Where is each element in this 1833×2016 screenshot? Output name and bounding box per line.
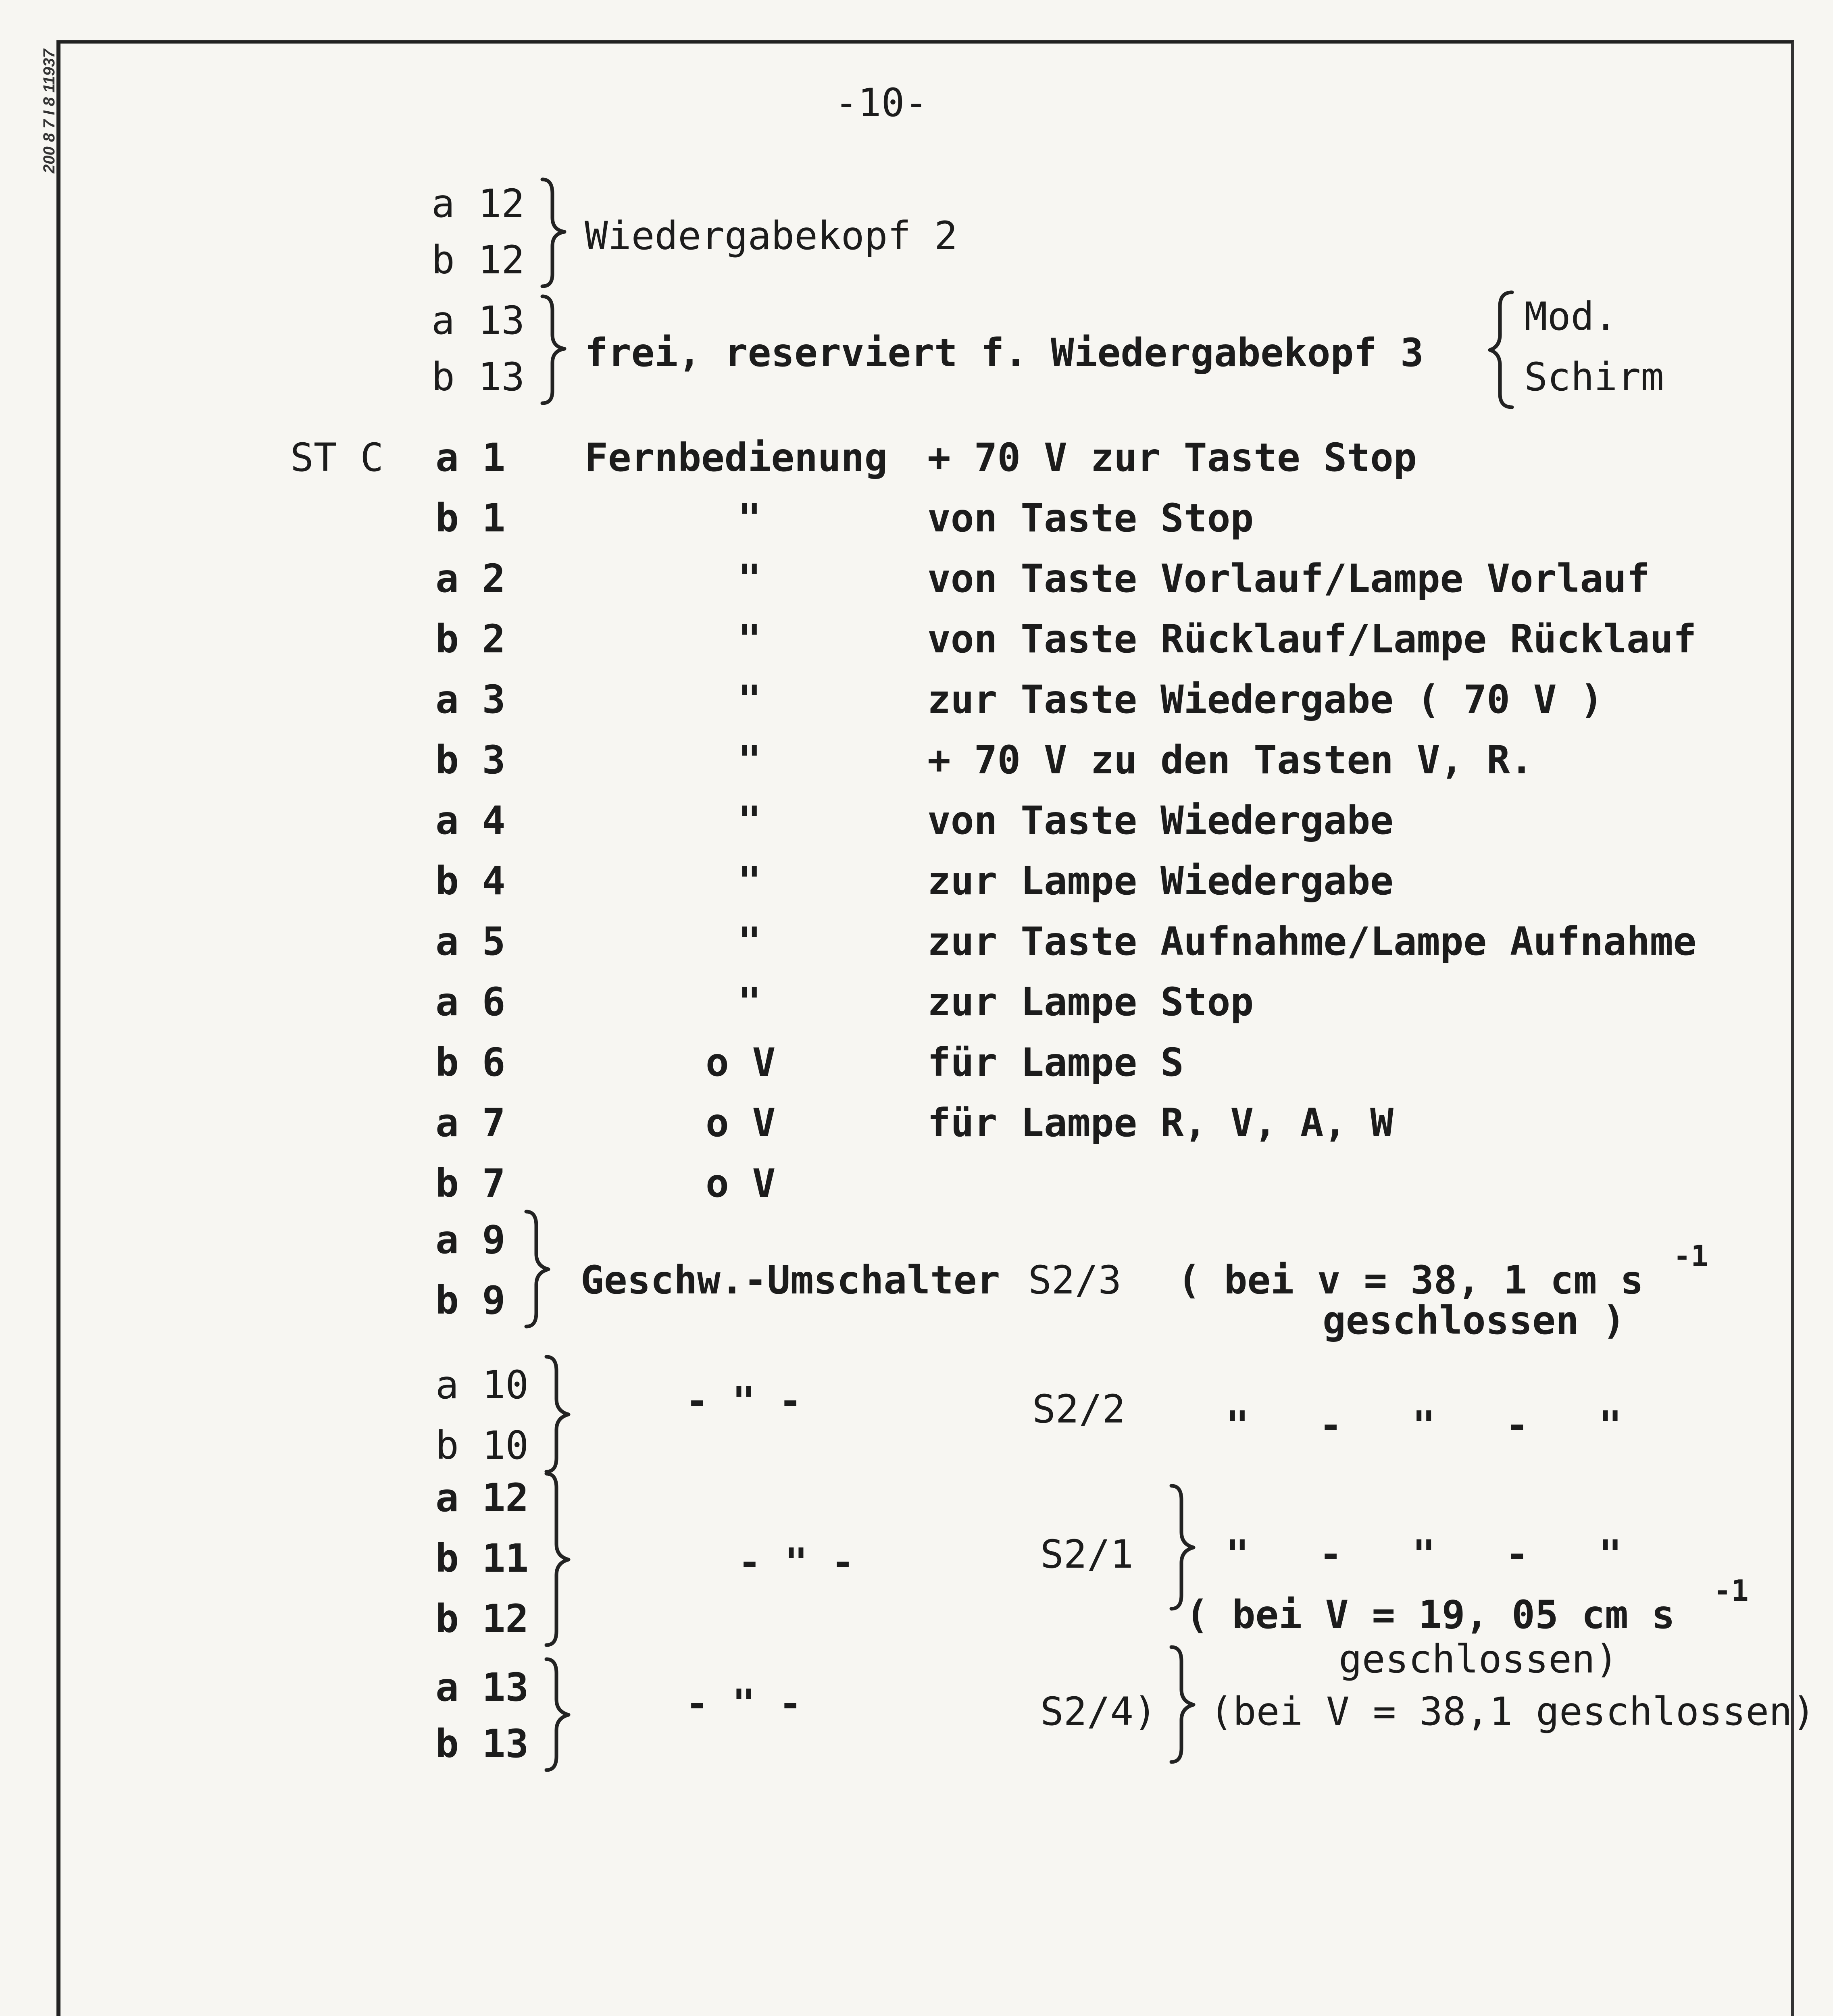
pin-label: a 7 [435, 1100, 506, 1145]
pin-label: b 13 [431, 354, 525, 400]
brace [1488, 290, 1520, 411]
row-text: zur Taste Aufnahme/Lampe Aufnahme [927, 919, 1697, 964]
pin-label: a 1 [435, 435, 506, 480]
switch-label: S2/4) [1040, 1689, 1157, 1734]
pin-label: b 10 [435, 1423, 529, 1468]
row-function: " [738, 556, 761, 601]
pin-label: a 13 [431, 298, 525, 343]
condition-text: ( bei v = 38, 1 cm s [1177, 1258, 1643, 1303]
row-text: von Taste Stop [927, 496, 1254, 541]
section-label: ST C [290, 435, 384, 480]
brace [544, 1657, 577, 1774]
pin-label: b 2 [435, 616, 506, 662]
pin-label: b 4 [435, 858, 506, 904]
pin-label: b 11 [435, 1536, 529, 1581]
condition-text: geschlossen ) [1323, 1298, 1626, 1343]
row-text: für Lampe S [927, 1040, 1184, 1085]
pin-label: b 12 [431, 237, 525, 283]
pin-label: a 2 [435, 556, 506, 601]
switch-label: S2/1 [1040, 1532, 1134, 1577]
condition-text: geschlossen) [1339, 1637, 1618, 1682]
margin-print-top: 200 8 7 I 8 11937 [40, 49, 58, 173]
group-text: Wiedergabekopf 2 [585, 213, 958, 258]
group-label: Geschw.-Umschalter [581, 1258, 1000, 1303]
row-text: von Taste Wiedergabe [927, 798, 1393, 843]
pin-label: a 12 [435, 1475, 529, 1520]
row-function: Fernbedienung [585, 435, 888, 480]
row-function: " [738, 737, 761, 783]
brace [544, 1472, 577, 1649]
row-function: o V [706, 1161, 776, 1206]
brace [524, 1210, 556, 1331]
pin-label: a 9 [435, 1217, 506, 1262]
row-function: " [738, 496, 761, 541]
row-text: von Taste Vorlauf/Lampe Vorlauf [927, 556, 1650, 601]
ditto-mark: - " - [685, 1681, 802, 1726]
condition-text: ( bei V = 19, 05 cm s [1185, 1592, 1675, 1637]
brace [540, 294, 573, 407]
ditto-row: " - " - " [1226, 1532, 1622, 1577]
pin-label: a 13 [435, 1665, 529, 1710]
side-note: Mod. [1524, 294, 1618, 339]
row-text: + 70 V zu den Tasten V, R. [927, 737, 1533, 783]
row-text: zur Taste Wiedergabe ( 70 V ) [927, 677, 1604, 722]
pin-label: a 6 [435, 979, 506, 1025]
pin-label: b 13 [435, 1721, 529, 1766]
superscript: -1 [1673, 1239, 1708, 1273]
pin-label: b 6 [435, 1040, 506, 1085]
row-function: o V [706, 1040, 776, 1085]
superscript: -1 [1714, 1574, 1749, 1608]
switch-label: S2/2 [1032, 1387, 1126, 1432]
ditto-row: " - " - " [1226, 1403, 1622, 1448]
row-function: o V [706, 1100, 776, 1145]
pin-label: b 9 [435, 1278, 506, 1323]
brace [544, 1355, 577, 1476]
pin-label: a 5 [435, 919, 506, 964]
row-text: von Taste Rücklauf/Lampe Rücklauf [927, 616, 1697, 662]
pin-label: a 4 [435, 798, 506, 843]
row-text: für Lampe R, V, A, W [927, 1100, 1393, 1145]
side-note: Schirm [1524, 354, 1664, 400]
ditto-mark: - " - [685, 1379, 802, 1424]
row-function: " [738, 979, 761, 1025]
switch-label: S2/3 [1028, 1258, 1122, 1303]
row-function: " [738, 677, 761, 722]
row-function: " [738, 858, 761, 904]
condition-text: (bei V = 38,1 geschlossen) [1210, 1689, 1816, 1734]
row-function: " [738, 919, 761, 964]
row-function: " [738, 798, 761, 843]
ditto-mark: - " - [738, 1540, 854, 1585]
row-text: zur Lampe Wiedergabe [927, 858, 1393, 904]
pin-label: a 12 [431, 181, 525, 226]
row-text: zur Lampe Stop [927, 979, 1254, 1025]
pin-label: a 10 [435, 1362, 529, 1408]
pin-label: b 12 [435, 1596, 529, 1641]
brace [540, 177, 573, 290]
pin-label: a 3 [435, 677, 506, 722]
pin-label: b 1 [435, 496, 506, 541]
page-number-top: -10- [835, 80, 928, 125]
group-text: frei, reserviert f. Wiedergabekopf 3 [585, 330, 1424, 375]
brace [1169, 1645, 1202, 1766]
pin-label: b 3 [435, 737, 506, 783]
row-text: + 70 V zur Taste Stop [927, 435, 1417, 480]
row-function: " [738, 616, 761, 662]
pin-label: b 7 [435, 1161, 506, 1206]
